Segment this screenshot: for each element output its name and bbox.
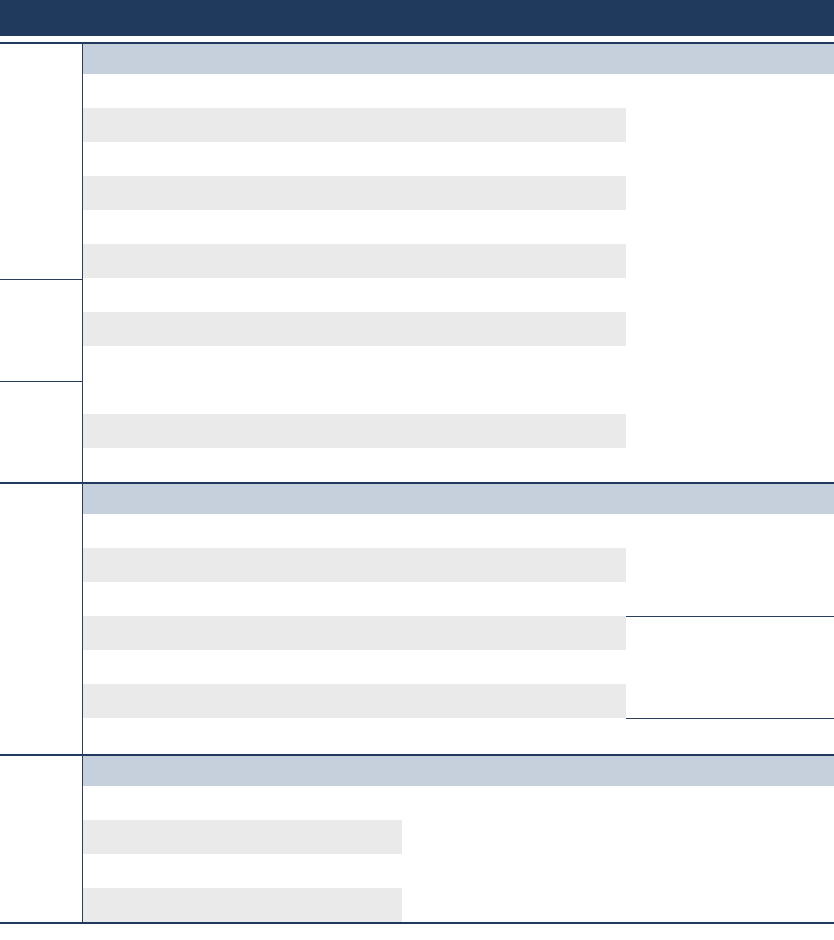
divider (0, 922, 834, 924)
row-stripe (82, 176, 626, 210)
row-stripe (82, 820, 402, 854)
divider (626, 616, 834, 617)
row-stripe (82, 548, 626, 582)
divider (82, 42, 83, 922)
row-stripe (82, 108, 626, 142)
divider (0, 381, 82, 382)
divider (626, 718, 834, 719)
section-header (82, 484, 834, 514)
row-stripe (82, 244, 626, 278)
row-stripe (82, 684, 626, 718)
row-stripe (82, 616, 626, 650)
page-title (0, 0, 834, 36)
section-header (82, 44, 834, 74)
divider (0, 279, 82, 280)
section-header (82, 756, 834, 786)
row-stripe (82, 312, 626, 346)
row-stripe (82, 888, 402, 922)
row-stripe (82, 414, 626, 448)
